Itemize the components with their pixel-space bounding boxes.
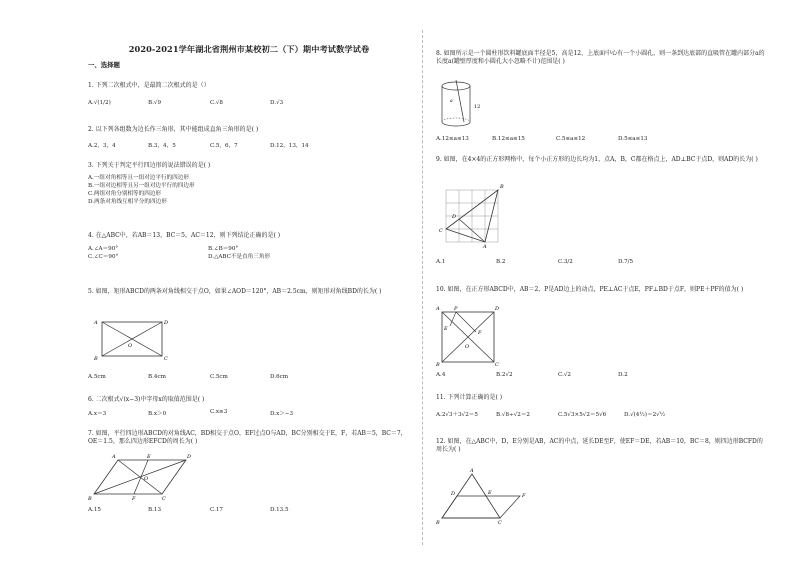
q7-label-e: E: [147, 454, 151, 460]
q8-opt-c: C.5≤a≤12: [556, 136, 586, 142]
q12-label-d: D: [451, 491, 456, 497]
q9-options: [436, 259, 633, 265]
q9-opt-b: B.2: [496, 259, 506, 265]
q10-opt-c: C.√2: [558, 372, 571, 378]
q9-opt-c: C.3/2: [558, 259, 573, 265]
q3-options: [88, 174, 195, 206]
q4-opt-c: C.∠C＝90°: [88, 254, 119, 260]
q5-options: [88, 374, 288, 380]
q12-label-e: E: [488, 490, 492, 496]
column-divider: [422, 30, 423, 545]
q9-grid-figure: [438, 180, 508, 248]
q6-opt-a: A.x＝3: [88, 411, 107, 417]
q4-opt-b: B.∠B＝90°: [208, 246, 239, 252]
q4-opt-d: D.△ABC不是直角三角形: [208, 254, 271, 260]
q10-square-figure: [436, 304, 502, 366]
q11-text: 11. 下列计算正确的是( ): [436, 394, 503, 401]
q7-text: 7. 如图，平行四边形ABCD的对角线AC，BD相交于点O，EF过点O与AD，BC分别相交于E，F，若AB＝5，BC＝7，OE＝1.5，那么四边形EFCD的周长为( ): [88, 430, 407, 446]
q8-opt-b: B.12≤a≤15: [492, 136, 525, 142]
q1-opt-c: C.√8: [210, 100, 223, 106]
q3-text: 3. 下列关于判定平行四边形的说法错误的是( ): [88, 162, 211, 169]
q8-cylinder-figure: [436, 78, 496, 130]
q5-label-o: O: [128, 343, 133, 349]
q11-opt-c: C.5√3×5√2＝5√6: [558, 412, 607, 418]
q4-text: 4. 在△ABC中，若AB＝13，BC＝5，AC＝12，则下列结论正确的是( ): [88, 232, 281, 239]
q7-label-o: O: [144, 476, 149, 482]
q7-label-c: C: [162, 496, 166, 502]
q5-label-a: A: [94, 320, 98, 326]
q10-label-d: D: [495, 306, 500, 312]
q9-label-d: D: [452, 214, 457, 220]
q3-opt-b: B.一组对边相等且另一组对边平行的四边形: [88, 183, 195, 189]
q7-opt-b: B.13: [148, 507, 162, 513]
q5-text: 5. 如图，矩形ABCD的两条对角线相交于点O，如果∠AOD＝120°，AB＝2.5cm，则矩形对角线BD的长为( ): [88, 288, 382, 295]
q8-height-label: 12: [474, 104, 481, 110]
q8-opt-a: A.12≤a≤13: [436, 136, 469, 142]
q6-text: 6. 二次根式√(x−3)中字母x的取值范围是( ): [88, 396, 205, 403]
q9-opt-d: D.7/5: [618, 259, 634, 265]
q12-label-f: F: [522, 493, 526, 499]
q9-text: 9. 如图，在4×4的正方形网格中，每个小正方形的边长均为1，点A，B，C都在格点上，AD⊥BC于点D，则AD的长为( ): [436, 156, 758, 163]
exam-title: 2020-2021学年湖北省荆州市某校初二（下）期中考试数学试卷: [128, 44, 370, 54]
q6-options: [88, 409, 293, 417]
q11-opt-a: A.2√3＋3√2＝5: [436, 412, 478, 418]
q9-label-a: A: [483, 244, 487, 250]
q3-opt-c: C.两组对角分别相等的四边形: [88, 191, 161, 197]
q10-label-e: E: [444, 326, 448, 332]
q5-opt-a: A.5cm: [88, 374, 106, 380]
q2-opt-d: D.12，13，14: [270, 143, 309, 149]
q5-opt-b: B.4cm: [148, 374, 166, 380]
q12-label-b: B: [436, 520, 440, 526]
q7-opt-c: C.17: [210, 507, 223, 513]
q10-label-c: C: [495, 362, 499, 368]
q2-opt-a: A.2，3，4: [88, 143, 116, 149]
q7-opt-a: A.15: [88, 507, 101, 513]
q2-options: [88, 141, 309, 149]
q10-opt-d: D.2: [618, 372, 628, 378]
q7-label-d: D: [187, 454, 192, 460]
q4-options: [88, 245, 348, 261]
q1-options: [88, 100, 283, 106]
q5-label-c: C: [164, 356, 168, 362]
q10-label-p: P: [454, 306, 458, 312]
q7-label-b: B: [88, 496, 92, 502]
q5-label-b: B: [94, 356, 98, 362]
q12-label-c: C: [498, 520, 502, 526]
section-heading: 一、选择题: [88, 61, 120, 69]
q10-text: 10. 如图，在正方形ABCD中，AB＝2，P是AD边上的动点，PE⊥AC于点E，PF⊥BD于点F，则PE＋PF的值为( ): [436, 286, 744, 293]
q12-label-a: A: [470, 468, 474, 474]
q5-opt-c: C.5cm: [210, 374, 228, 380]
q12-triangle-figure: [436, 470, 536, 526]
q10-opt-a: A.4: [436, 372, 446, 378]
q8-opt-d: D.5≤a≤13: [618, 136, 648, 142]
q10-label-a: A: [436, 306, 440, 312]
q11-opt-d: D.√(4½)＝2√½: [624, 412, 666, 418]
q4-opt-a: A.∠A＝90°: [88, 246, 119, 252]
q9-label-c: C: [439, 228, 443, 234]
q11-opt-b: B.√8÷√2＝2: [496, 412, 530, 418]
q1-opt-b: B.√9: [148, 100, 162, 106]
q3-opt-a: A.一组对角相等且一组对边平行的四边形: [88, 175, 189, 181]
q10-options: [436, 372, 628, 378]
q7-opt-d: D.13.5: [270, 507, 289, 513]
q2-opt-b: B.3，4，5: [148, 143, 176, 149]
q9-label-b: B: [500, 184, 504, 190]
q1-opt-a: A.√(1/2): [88, 100, 111, 106]
q10-label-o: O: [465, 344, 470, 350]
q9-opt-a: A.1: [436, 259, 446, 265]
q12-text: 12. 如图，在△ABC中，D，E分别是AB，AC的中点，延长DE至F，使EF＝DE，若AB＝10，BC＝8，则四边形BCFD的周长为( ): [436, 438, 763, 454]
q10-label-f: F: [478, 330, 482, 336]
q11-options: [436, 410, 665, 418]
q6-opt-d: D.x＞−3: [270, 411, 294, 417]
q1-text: 1. 下列二次根式中，是最简二次根式的是（）: [88, 82, 210, 89]
q8-label-a: a: [450, 99, 453, 104]
q2-text: 2. 以下列各组数为边长作三角形，其中能组成直角三角形的是( ): [88, 126, 259, 133]
q6-opt-b: B.x＞0: [148, 411, 167, 417]
q7-label-a: A: [112, 454, 116, 460]
q2-opt-c: C.5，6，7: [210, 143, 238, 149]
q5-rectangle-figure: [94, 316, 169, 362]
q7-parallelogram-figure: [88, 452, 192, 502]
q1-opt-d: D.√3: [270, 100, 284, 106]
q7-label-f: F: [132, 496, 136, 502]
q3-opt-d: D.两条对角线互相平分的四边形: [88, 199, 167, 205]
q8-options: [436, 136, 647, 142]
q5-label-d: D: [164, 320, 169, 326]
q10-label-b: B: [436, 362, 440, 368]
q5-opt-d: D.6cm: [270, 374, 289, 380]
q7-options: [88, 507, 289, 513]
q8-text: 8. 如图所示是一个圆柱形饮料罐底面半径是5，高是12，上底面中心有一个小圆孔，则一条到达底部的直吸管在罐内部分a的长度a(罐壁厚度和小圆孔大小忽略不计)范围是( ): [436, 50, 765, 66]
q6-opt-c: C.x≥3: [210, 409, 228, 415]
q10-opt-b: B.2√2: [496, 372, 513, 378]
